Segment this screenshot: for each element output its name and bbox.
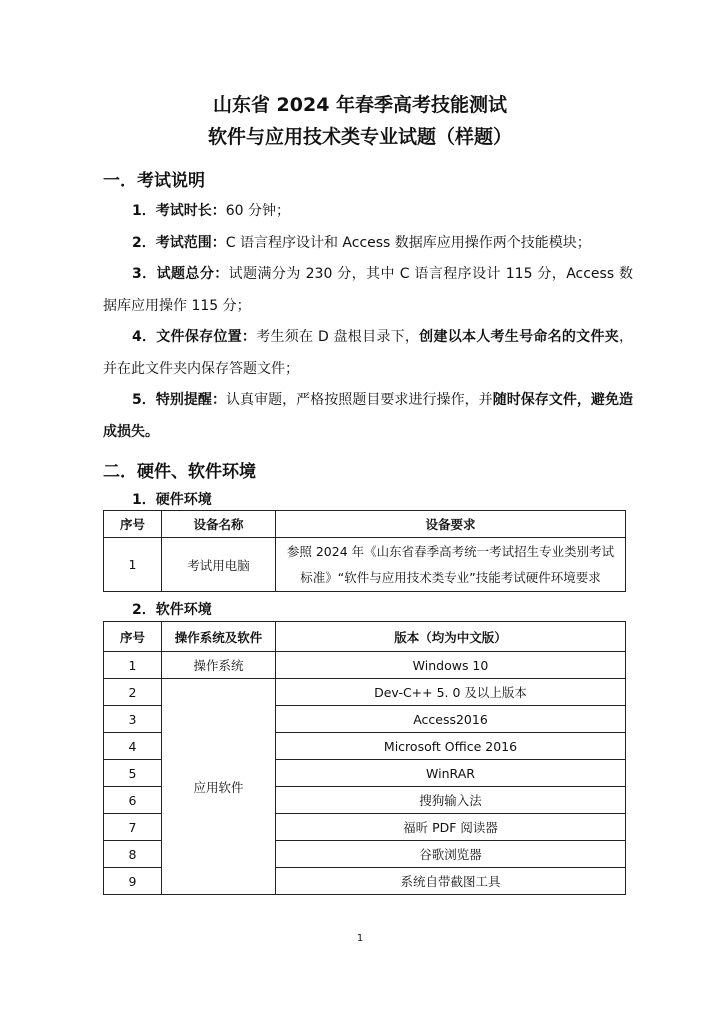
cell-index: 9 (104, 868, 162, 895)
cell-index: 5 (104, 760, 162, 787)
item-score (103, 259, 633, 322)
item-text: C 语言程序设计和 Access 数据库应用操作两个技能模块； (225, 235, 591, 251)
cell-version: 系统自带截图工具 (276, 868, 626, 895)
section2-heading: 二．硬件、软件环境 (103, 462, 256, 482)
item-label: 1．考试时长： (132, 203, 226, 219)
cell-index: 8 (104, 841, 162, 868)
header-cell: 版本（均为中文版） (276, 622, 626, 652)
item-label: 4．文件保存位置： (132, 329, 257, 345)
table-header-row (104, 622, 626, 652)
cell-index: 1 (104, 652, 162, 679)
header-cell: 序号 (104, 511, 162, 538)
cell-version: Windows 10 (276, 652, 626, 679)
cell-category: 操作系统 (162, 652, 276, 679)
item-text: 考生须在 D 盘根目录下， (256, 329, 420, 345)
header-cell: 序号 (104, 622, 162, 652)
item-label: 5．特别提醒： (132, 392, 226, 408)
cell-version: 福昕 PDF 阅读器 (276, 814, 626, 841)
item-bold-text: 创建以本人考生号命名的文件夹 (419, 329, 619, 345)
cell-index: 2 (104, 679, 162, 706)
cell-index: 6 (104, 787, 162, 814)
cell-version: Dev-C++ 5. 0 及以上版本 (276, 679, 626, 706)
item-scope (103, 228, 633, 260)
title-line-1: 山东省 2024 年春季高考技能测试 (212, 94, 508, 116)
cell-version: Access2016 (276, 706, 626, 733)
table-header-row (104, 511, 626, 538)
item-save-location (103, 322, 633, 385)
page-number: 1 (356, 933, 364, 944)
title-line-2: 软件与应用技术类专业试题（样题） (207, 126, 512, 148)
software-table (103, 621, 626, 895)
header-cell: 操作系统及软件 (162, 622, 276, 652)
cell-version: 搜狗输入法 (276, 787, 626, 814)
section1-heading: 一．考试说明 (103, 171, 205, 191)
cell-index: 3 (104, 706, 162, 733)
item-bold-text: 随时保存文件，避免造成损失。 (103, 392, 634, 440)
cell-version: WinRAR (276, 760, 626, 787)
cell-version: Microsoft Office 2016 (276, 733, 626, 760)
hardware-subheading: 1．硬件环境 (132, 492, 212, 508)
cell-index: 1 (104, 538, 162, 592)
item-text: 试题满分为 230 分，其中 C 语言程序设计 115 分，Access 数据库应用操作 115 分； (103, 266, 633, 314)
table-row (104, 652, 626, 679)
item-label: 3．试题总分： (132, 266, 229, 282)
item-text: 60 分钟； (225, 203, 291, 219)
cell-index: 7 (104, 814, 162, 841)
item-duration (103, 196, 633, 228)
header-cell: 设备名称 (162, 511, 276, 538)
table-row (104, 679, 626, 706)
table-row (104, 538, 626, 592)
cell-index: 4 (104, 733, 162, 760)
cell-device: 考试用电脑 (162, 538, 276, 592)
header-cell: 设备要求 (276, 511, 626, 538)
item-label: 2．考试范围： (132, 235, 226, 251)
cell-category: 应用软件 (162, 679, 276, 895)
software-subheading: 2．软件环境 (132, 602, 212, 618)
cell-version: 谷歌浏览器 (276, 841, 626, 868)
hardware-table (103, 510, 626, 592)
cell-requirement: 参照 2024 年《山东省春季高考统一考试招生专业类别考试标准》“软件与应用技术类专业”技能考试硬件环境要求 (276, 538, 626, 592)
item-reminder (103, 385, 633, 448)
item-text: ，并在此文件夹内保存答题文件； (103, 329, 633, 377)
item-text: 认真审题，严格按照题目要求进行操作，并 (226, 392, 493, 408)
